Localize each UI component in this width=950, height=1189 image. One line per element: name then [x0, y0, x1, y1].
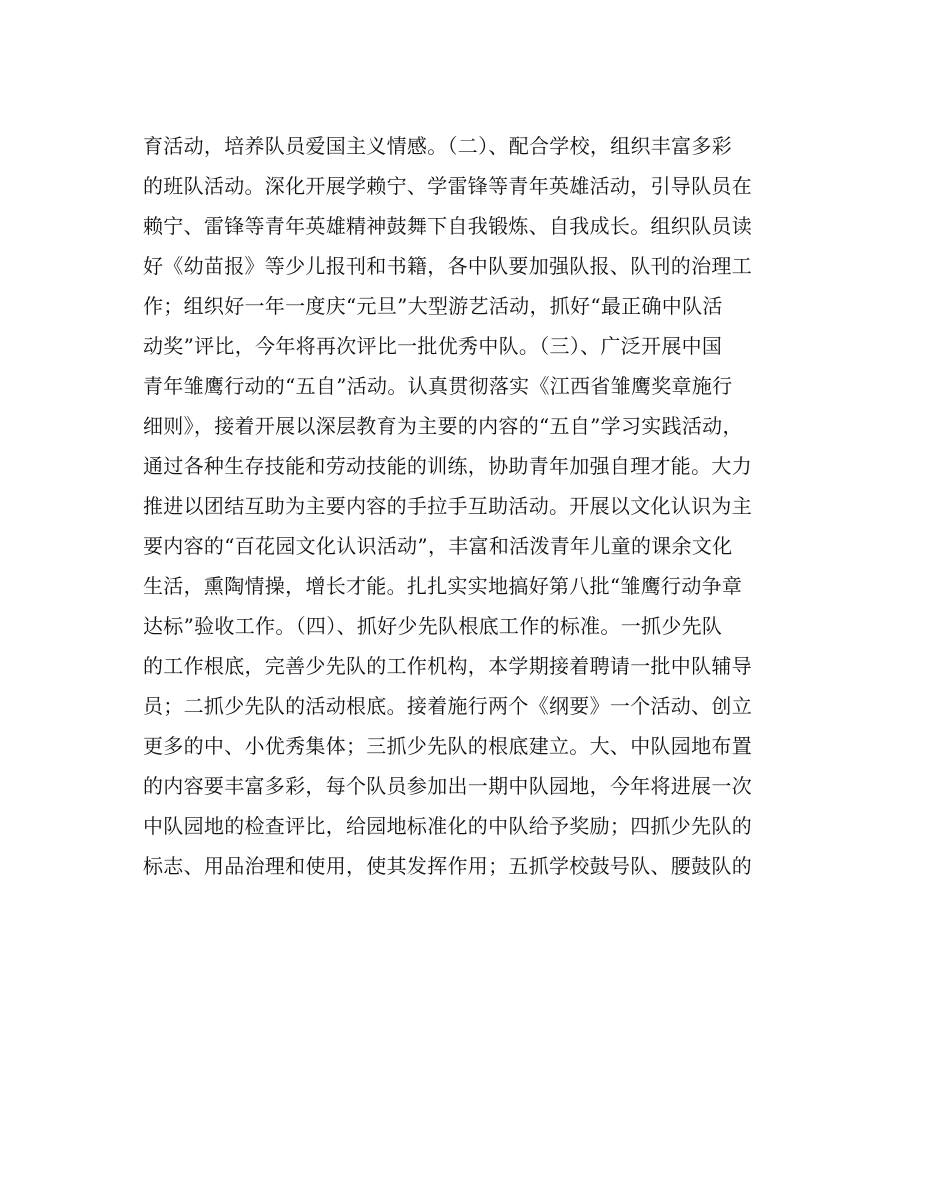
text-line: 作；组织好一年一度庆“元旦”大型游艺活动，抓好“最正确中队活: [143, 294, 723, 318]
text-line: 的内容要丰富多彩，每个队员参加出一期中队园地，今年将进展一次: [143, 774, 752, 798]
text-line: 赖宁、雷锋等青年英雄精神鼓舞下自我锻炼、自我成长。组织队员读: [143, 214, 752, 238]
text-line: 更多的中、小优秀集体；三抓少先队的根底建立。大、中队园地布置: [143, 734, 752, 758]
text-line: 推进以团结互助为主要内容的手拉手互助活动。开展以文化认识为主: [143, 494, 752, 518]
text-line: 细则》，接着开展以深层教育为主要的内容的“五自”学习实践活动，: [143, 414, 743, 438]
text-line: 动奖”评比，今年将再次评比一批优秀中队。（三）、广泛开展中国: [143, 334, 723, 358]
text-line: 的工作根底，完善少先队的工作机构，本学期接着聘请一批中队辅导: [143, 654, 752, 678]
text-line: 育活动，培养队员爱国主义情感。（二）、配合学校，组织丰富多彩: [143, 134, 732, 158]
body-paragraph: [143, 126, 813, 886]
text-line: 中队园地的检查评比，给园地标准化的中队给予奖励；四抓少先队的: [143, 814, 752, 838]
text-line: 好《幼苗报》等少儿报刊和书籍，各中队要加强队报、队刊的治理工: [143, 254, 752, 278]
text-line: 标志、用品治理和使用，使其发挥作用；五抓学校鼓号队、腰鼓队的: [143, 854, 752, 878]
text-line: 员；二抓少先队的活动根底。接着施行两个《纲要》一个活动、创立: [143, 694, 752, 718]
text-line: 生活，熏陶情操，增长才能。扎扎实实地搞好第八批“雏鹰行动争章: [143, 574, 743, 598]
text-line: 的班队活动。深化开展学赖宁、学雷锋等青年英雄活动，引导队员在: [143, 174, 752, 198]
text-line: 达标”验收工作。（四）、抓好少先队根底工作的标准。一抓少先队: [143, 614, 723, 638]
text-line: 要内容的“百花园文化认识活动”，丰富和活泼青年儿童的课余文化: [143, 534, 733, 558]
text-line: 青年雏鹰行动的“五自”活动。认真贯彻落实《江西省雏鹰奖章施行: [143, 374, 733, 398]
text-line: 通过各种生存技能和劳动技能的训练，协助青年加强自理才能。大力: [143, 454, 752, 478]
